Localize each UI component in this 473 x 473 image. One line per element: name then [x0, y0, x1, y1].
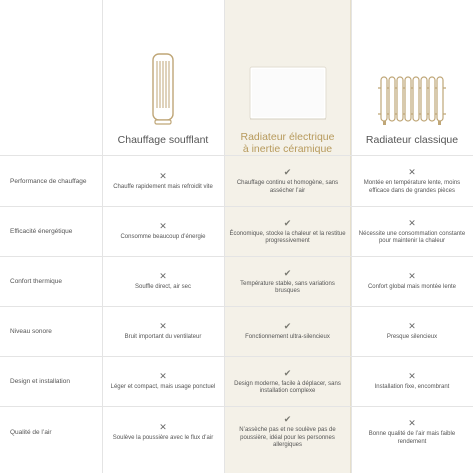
table-cell — [224, 207, 351, 256]
table-cell — [351, 307, 473, 356]
cell-text: Presque silencieux — [386, 334, 438, 341]
row-label: Qualité de l’air — [10, 428, 52, 436]
cross-icon: ✕ — [159, 321, 167, 332]
cell-text: Fonctionnement ultra-silencieux — [245, 334, 330, 341]
cross-icon: ✕ — [408, 167, 416, 177]
header-fan-heater — [102, 0, 224, 155]
row-label: Niveau sonore — [10, 328, 52, 335]
cross-icon: ✕ — [408, 418, 416, 428]
table-cell — [224, 156, 351, 206]
cell-text: Consomme beaucoup d’énergie — [120, 234, 206, 241]
table-cell — [351, 207, 473, 256]
table-cell — [102, 156, 224, 206]
table-row — [0, 257, 473, 306]
check-icon: ✔ — [283, 414, 292, 425]
table-cell — [224, 357, 351, 406]
cross-icon: ✕ — [159, 221, 167, 232]
table-cell — [351, 407, 473, 457]
column-title: Radiateur classique — [365, 134, 459, 146]
cell-text: Souffle direct, air sec — [135, 284, 191, 291]
column-title: Radiateur électrique à inertie céramique — [240, 131, 335, 155]
cross-icon: ✕ — [408, 217, 416, 228]
cross-icon: ✕ — [159, 421, 167, 432]
panel-radiator-icon — [246, 36, 330, 123]
cell-text: Léger et compact, mais usage ponctuel — [110, 384, 216, 391]
row-label: Confort thermique — [10, 278, 63, 285]
cell-text: Montée en température lente, moins efficace dans de grandes pièces — [363, 180, 461, 194]
row-label: Efficacité énergétique — [10, 228, 73, 235]
table-cell — [351, 257, 473, 306]
cell-text: Bruit important du ventilateur — [124, 334, 202, 341]
table-row — [0, 207, 473, 256]
cell-text: Température stable, sans variations brusques — [240, 280, 335, 294]
cross-icon: ✕ — [408, 321, 416, 332]
cross-icon: ✕ — [159, 170, 167, 181]
cross-icon: ✕ — [408, 371, 416, 382]
table-row — [0, 156, 473, 206]
fan-heater-icon — [151, 36, 175, 126]
cell-text: Confort global mais montée lente — [367, 284, 457, 291]
cell-text: Design moderne, facile à déplacer, sans installation complexe — [234, 380, 341, 394]
row-label: Performance de chauffage — [10, 177, 87, 185]
check-icon: ✔ — [283, 267, 292, 278]
table-cell — [102, 257, 224, 306]
table-cell — [102, 357, 224, 406]
header-classic-radiator — [351, 0, 473, 155]
table-cell — [351, 156, 473, 206]
table-cell — [224, 307, 351, 356]
cell-text: Installation fixe, encombrant — [374, 384, 450, 391]
cross-icon: ✕ — [159, 371, 167, 382]
check-icon: ✔ — [283, 367, 292, 378]
table-row — [0, 307, 473, 356]
check-icon: ✔ — [283, 321, 292, 332]
table-cell — [102, 307, 224, 356]
table-cell — [351, 357, 473, 406]
cell-text: Chauffe rapidement mais refroidit vite — [113, 183, 213, 190]
table-cell — [224, 407, 351, 457]
column-title: Chauffage soufflant — [117, 134, 209, 146]
table-cell — [102, 207, 224, 256]
cell-text: Soulève la poussière avec le flux d’air — [112, 434, 214, 441]
check-icon: ✔ — [283, 217, 292, 228]
table-cell — [224, 257, 351, 306]
cross-icon: ✕ — [408, 271, 416, 282]
table-row — [0, 407, 473, 457]
check-icon: ✔ — [283, 167, 292, 177]
cell-text: Économique, stocke la chaleur et la restitue progressivement — [229, 230, 346, 244]
cell-text: N’assèche pas et ne soulève pas de poussière, idéal pour les personnes allergiques — [239, 427, 336, 449]
cell-text: Bonne qualité de l’air mais faible rendement — [368, 431, 456, 445]
table-row — [0, 357, 473, 406]
header-ceramic-radiator — [224, 0, 351, 155]
classic-radiator-icon — [376, 36, 448, 126]
cell-text: Nécessite une consommation constante pour maintenir la chaleur — [358, 230, 466, 244]
row-label: Design et installation — [10, 378, 70, 385]
cell-text: Chauffage continu et homogène, sans assécher l’air — [236, 180, 339, 194]
cross-icon: ✕ — [159, 271, 167, 282]
table-cell — [102, 407, 224, 457]
